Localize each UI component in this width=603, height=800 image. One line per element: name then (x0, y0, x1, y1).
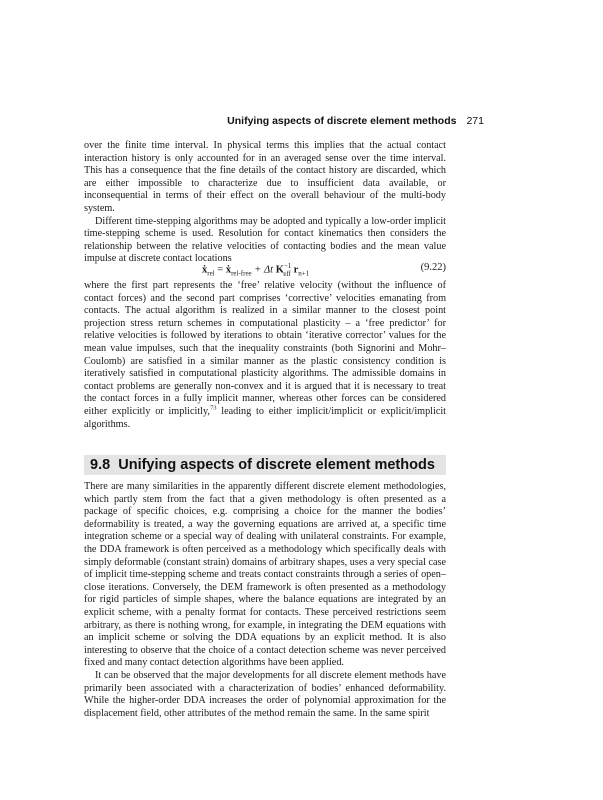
equation-expression: ẋ$_{rel}$ = ẋ$_{rel-free}$ + Δt $K^{-1}_{eff}$ $r_{n+1}$ (202, 262, 310, 278)
paragraph: There are many similarities in the apparently different discrete element methodologies, which partly stem from the fact that a given methodology is often presented as a package of specific choices, e.g. comprising a choice for the manner the bodies’ deformability is treated, a way the governing equations are arrived at, a specific time integration scheme or a special way of dealing with unilateral constraints. For example, the DDA framework is often perceived as a methodology which specifically deals with simply deformable (constant strain) domains of arbitrary shapes, uses a very special case of implicit time-stepping scheme and treats contact constraints through a series of open–close iterations. Conversely, the DEM framework is often presented as a methodology for rigid particles of simple shapes, where the balance equations are integrated by an explicit scheme, with a penalty format for contacts. These perceived restrictions seem arbitrary, as there is nothing wrong, for example, in integrating the DEM equations with an implicit scheme or solving the DDA equations by an explicit method. It is also interesting to observe that the choice of a contact detection scheme was never perceived fixed and many contact detection algorithms have been applied. (84, 481, 446, 669)
paragraph: It can be observed that the major developments for all discrete element methods have primarily been associated with a characterization of bodies’ enhanced deformability. While the higher-order DDA increases the order of polynomial approximation for the displacement field, other attributes of the method remain the same. In the same spirit (84, 669, 446, 719)
paragraph: over the finite time interval. In physical terms this implies that the actual contact interaction history is only accounted for in an averaged sense over the time interval. This has a consequence that the fine details of the contact history are discarded, which are either impossible to characterize due to insufficient data available, or inconsequential in terms of their effect on the overall behaviour of the multi-body system. (84, 140, 446, 214)
running-title: Unifying aspects of discrete element methods (227, 115, 457, 127)
running-head (0, 115, 484, 127)
text-block-top (84, 140, 446, 266)
paragraph: where the first part represents the ‘free’ relative velocity (without the influence of contact forces) and the second part comprises ‘corrective’ velocities emanating from contacts. The actual algorithm is realized in a similar manner to the closest point projection stress return schemes in computational plasticity – a ‘free predictor’ for relative velocities is followed by iterations to obtain ‘iterative corrector’ values for the mean value impulses, such that the inequality constraints (both Signorini and Mohr–Coulomb) are satisfied in a similar manner as the plastic consistency condition is iteratively satisfied in computational plasticity algorithms. The admissible domains in contact problems are generally non-convex and it is argued that it is necessary to treat the contact forces in a fully implicit manner, whereas other forces can be considered either explicitly or implicitly,$^{73}$ leading to either implicit/implicit or explicit/implicit algorithms. (84, 280, 447, 430)
footnote-ref: 73 (209, 404, 217, 412)
paragraph: Different time-stepping algorithms may be adopted and typically a low-order implicit time-stepping scheme is used. Resolution for contact kinematics then considers the relationship between the relative velocities of contacting bodies and the mean value impulse at discrete contact locations (84, 215, 446, 265)
equation-number: (9.22) (420, 262, 446, 273)
text-block-middle (84, 280, 446, 431)
text-block-section (84, 481, 446, 720)
section-title: Unifying aspects of discrete element methods (118, 457, 435, 473)
equation-9-22 (84, 262, 446, 276)
page-number: 271 (466, 115, 484, 127)
section-number: 9.8 (90, 457, 111, 473)
section-heading (84, 455, 446, 475)
